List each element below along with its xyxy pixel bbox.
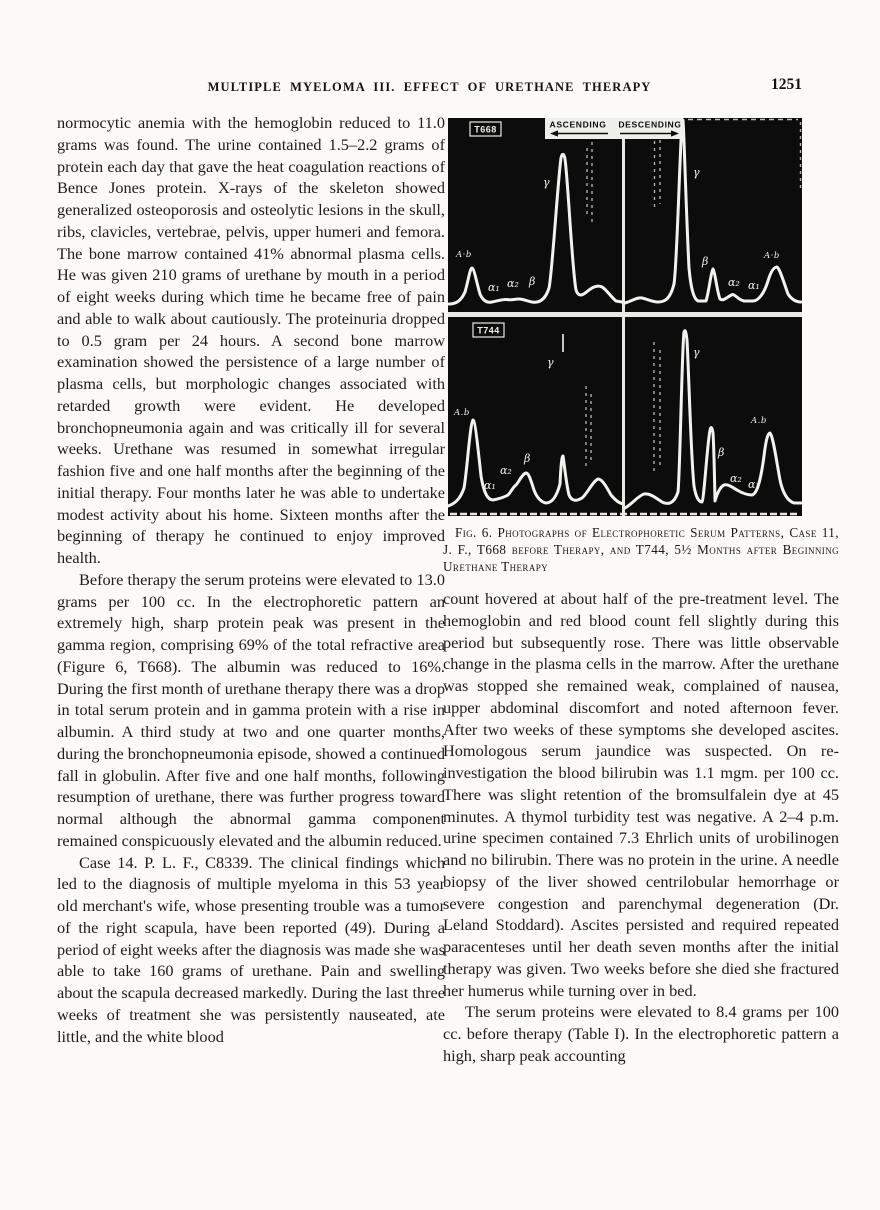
beta-label: β [702, 255, 709, 268]
alpha1-label: α₁ [748, 478, 760, 491]
albumin-label: A.b [454, 408, 470, 418]
gamma-label: γ [543, 176, 550, 189]
figure-6 [443, 118, 839, 575]
beta-label: β [529, 275, 536, 288]
gamma-label: γ [693, 166, 700, 179]
right-column [443, 112, 839, 1067]
electrophoresis-photo [448, 118, 802, 516]
left-column [57, 112, 445, 1047]
paragraph: count hovered at about half of the pre-treatment level. The hemoglobin and red blood count fell slightly during this period but subsequently rose. There was little observable change in the plasma cells in the marrow. After the urethane was stopped she remained weak, complained of nausea, upper abdominal discomfort and noted afternoon fever. After two weeks of these symptoms she developed ascites. Homologous serum jaundice was suspected. On re-investigation the blood bilirubin was 1.1 mgm. per 100 cc. There was slight retention of the bromsulfalein dye at 45 minutes. A thymol turbidity test was negative. A 2–4 p.m. urine specimen contained 7.3 Ehrlich units of urobilinogen and no bilirubin. There was no protein in the urine. A needle biopsy of the liver showed centrilobular hemorrhage or severe congestion and parenchymal degeneration (Dr. Leland Stoddard). Ascites persisted and required repeated paracenteses until her death seven months after the initial therapy was given. Two weeks before she died she fractured her humerus while turning over in bed. [443, 589, 839, 1000]
running-head-title: MULTIPLE MYELOMA III. EFFECT OF URETHANE THERAPY [207, 80, 652, 94]
alpha1-label: α₁ [488, 281, 500, 294]
beta-label: β [524, 452, 531, 465]
alpha2-label: α₂ [507, 277, 519, 290]
t668-tag-label: T668 [474, 124, 497, 135]
paragraph: Case 14. P. L. F., C8339. The clinical findings which led to the diagnosis of multiple myeloma in this 53 year old merchant's wife, whose presenting trouble was a tumor of the right scapula, have been reported (49). During a period of eight weeks after the diagnosis was made she was able to take 160 grams of urethane. Pain and swelling about the scapula decreased markedly. During the last three weeks of treatment she was persistently nauseated, ate little, and the white blood [57, 852, 445, 1046]
alpha2-label: α₂ [728, 276, 740, 289]
alpha1-label: α₁ [748, 279, 760, 292]
t744-tag-label: T744 [477, 325, 500, 336]
page-number: 1251 [771, 76, 802, 93]
albumin-label: A·b [764, 251, 780, 261]
ascending-label: ASCENDING [549, 119, 607, 130]
alpha1-label: α₁ [484, 479, 496, 492]
electrophoresis-photo-svg [448, 118, 802, 516]
alpha2-label: α₂ [500, 464, 512, 477]
direction-strip [545, 118, 683, 139]
figure-caption: Fig. 6. Photographs of Electrophoretic Serum Patterns, Case 11, J. F., T668 before Therapy, and T744, 5½ Months after Beginning Urethane Therapy [443, 525, 839, 574]
gamma-label: γ [547, 356, 554, 369]
descending-label: DESCENDING [618, 119, 682, 130]
gamma-label: γ [693, 346, 700, 359]
paragraph: The serum proteins were elevated to 8.4 grams per 100 cc. before therapy (Table I). In the electrophoretic pattern a high, sharp peak accounting [443, 1002, 839, 1065]
running-head [57, 76, 802, 100]
t744-tag [473, 323, 504, 337]
paragraph: normocytic anemia with the hemoglobin reduced to 11.0 grams was found. The urine contained 1.5–2.2 grams of protein each day that gave the heat coagulation reactions of Bence Jones protein. X-rays of the skeleton showed generalized osteoporosis and osteolytic lesions in the skull, ribs, clavicles, vertebrae, pelvis, upper humeri and femora. The bone marrow contained 41% abnormal plasma cells. He was given 210 grams of urethane by mouth in a period of eight weeks during which time he became free of pain and able to walk about cautiously. The proteinuria dropped to 0.5 gram per 24 hours. A second bone marrow examination showed the persistence of a large number of plasma cells, but morphologic changes associated with retarded growth were evident. He developed bronchopneumonia again and was critically ill for several weeks. Urethane was resumed in somewhat irregular fashion five and one half months after the beginning of the initial therapy. Four months later he was able to undertake modest activity about his home. Sixteen months after the beginning of therapy he continued to enjoy improved health. [57, 113, 445, 567]
alpha2-label: α₂ [730, 472, 742, 485]
t668-tag [470, 122, 501, 136]
albumin-label: A.b [751, 416, 767, 426]
paragraph: Before therapy the serum proteins were elevated to 13.0 grams per 100 cc. In the electrophoretic pattern an extremely high, sharp protein peak was present in the gamma region, comprising 69% of the total refractive area (Figure 6, T668). The albumin was reduced to 16%. During the first month of urethane therapy there was a drop in total serum protein and in gamma protein with a rise in albumin. A third study at two and one quarter months, during the bronchopneumonia episode, showed a continued fall in globulin. After five and one half months, following resumption of urethane, there was further progress toward normal although the abnormal gamma component remained conspicuously elevated and the albumin reduced. [57, 569, 445, 850]
albumin-label: A·b [456, 250, 472, 260]
horizontal-divider [448, 312, 802, 317]
beta-label: β [718, 446, 725, 459]
